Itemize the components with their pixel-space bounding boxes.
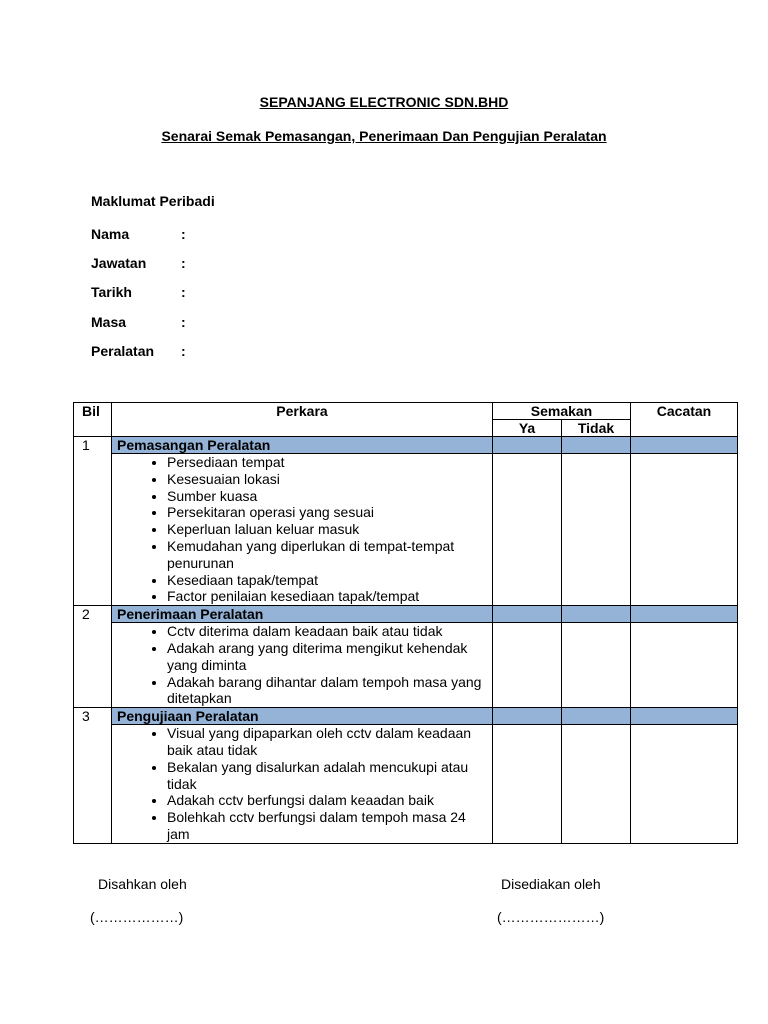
header-cacatan: Cacatan xyxy=(631,403,738,437)
approved-by-signature-line: (………………) xyxy=(90,909,184,925)
info-label: Masa xyxy=(91,314,127,330)
section-row xyxy=(74,708,738,725)
ya-cell[interactable] xyxy=(493,708,562,725)
cacatan-cell[interactable] xyxy=(631,606,738,623)
list-item: • Cctv diterima dalam keadaan baik atau tidak xyxy=(167,623,487,640)
item-list-cell xyxy=(112,725,493,844)
section-title: Pemasangan Peralatan xyxy=(112,437,493,454)
list-item: • Bekalan yang disalurkan adalah mencukupi atau tidak xyxy=(167,759,487,793)
item-list-cell xyxy=(112,454,493,606)
ya-cell[interactable] xyxy=(493,623,562,708)
section-items-row xyxy=(74,725,738,844)
info-colon: : xyxy=(181,226,186,242)
section-row xyxy=(74,437,738,454)
section-title: Penerimaan Peralatan xyxy=(112,606,493,623)
list-item: • Kesesuaian lokasi xyxy=(167,471,487,488)
info-colon: : xyxy=(181,314,186,330)
tidak-cell[interactable] xyxy=(562,454,631,606)
tidak-cell[interactable] xyxy=(562,708,631,725)
ya-cell[interactable] xyxy=(493,606,562,623)
header-ya: Ya xyxy=(493,420,562,437)
tidak-cell[interactable] xyxy=(562,437,631,454)
cacatan-cell[interactable] xyxy=(631,623,738,708)
info-colon: : xyxy=(181,284,186,300)
list-item: • Factor penilaian kesediaan tapak/tempat xyxy=(167,588,487,605)
section-number: 1 xyxy=(74,437,112,606)
item-list xyxy=(117,623,487,707)
list-item: • Persediaan tempat xyxy=(167,454,487,471)
cacatan-cell[interactable] xyxy=(631,437,738,454)
item-list-cell xyxy=(112,623,493,708)
list-item: • Adakah arang yang diterima mengikut kehendak yang diminta xyxy=(167,640,487,674)
tidak-cell[interactable] xyxy=(562,623,631,708)
prepared-by-label: Disediakan oleh xyxy=(501,876,601,892)
list-item: • Adakah cctv berfungsi dalam keaadan baik xyxy=(167,792,487,809)
header-perkara: Perkara xyxy=(112,403,493,437)
list-item: • Persekitaran operasi yang sesuai xyxy=(167,504,487,521)
list-item: • Sumber kuasa xyxy=(167,488,487,505)
list-item: • Kesediaan tapak/tempat xyxy=(167,572,487,589)
item-list xyxy=(117,725,487,843)
cacatan-cell[interactable] xyxy=(631,708,738,725)
approved-by-label: Disahkan oleh xyxy=(98,876,187,892)
header-bil: Bil xyxy=(74,403,112,437)
list-item: • Keperluan laluan keluar masuk xyxy=(167,521,487,538)
info-colon: : xyxy=(181,343,186,359)
section-number: 2 xyxy=(74,606,112,708)
cacatan-cell[interactable] xyxy=(631,725,738,844)
tidak-cell[interactable] xyxy=(562,606,631,623)
list-item: • Visual yang dipaparkan oleh cctv dalam keadaan baik atau tidak xyxy=(167,725,487,759)
checklist-table xyxy=(73,402,738,844)
section-number: 3 xyxy=(74,708,112,844)
personal-info-heading: Maklumat Peribadi xyxy=(91,193,215,209)
document-title: Senarai Semak Pemasangan, Penerimaan Dan Pengujian Peralatan xyxy=(161,128,607,144)
item-list xyxy=(117,454,487,605)
info-label: Tarikh xyxy=(91,284,132,300)
list-item: • Kemudahan yang diperlukan di tempat-tempat penurunan xyxy=(167,538,487,572)
section-title: Pengujiaan Peralatan xyxy=(112,708,493,725)
header-semakan: Semakan xyxy=(493,403,631,420)
table-header-row xyxy=(74,403,738,420)
prepared-by-signature-line: (…………………) xyxy=(497,909,605,925)
info-label: Jawatan xyxy=(91,255,147,271)
company-name: SEPANJANG ELECTRONIC SDN.BHD xyxy=(259,94,509,110)
section-items-row xyxy=(74,623,738,708)
info-label: Peralatan xyxy=(91,343,155,359)
cacatan-cell[interactable] xyxy=(631,454,738,606)
list-item: • Adakah barang dihantar dalam tempoh masa yang ditetapkan xyxy=(167,674,487,708)
info-colon: : xyxy=(181,255,186,271)
header-tidak: Tidak xyxy=(562,420,631,437)
ya-cell[interactable] xyxy=(493,454,562,606)
tidak-cell[interactable] xyxy=(562,725,631,844)
section-row xyxy=(74,606,738,623)
ya-cell[interactable] xyxy=(493,725,562,844)
list-item: • Bolehkah cctv berfungsi dalam tempoh masa 24 jam xyxy=(167,809,487,843)
info-label: Nama xyxy=(91,226,130,242)
ya-cell[interactable] xyxy=(493,437,562,454)
section-items-row xyxy=(74,454,738,606)
